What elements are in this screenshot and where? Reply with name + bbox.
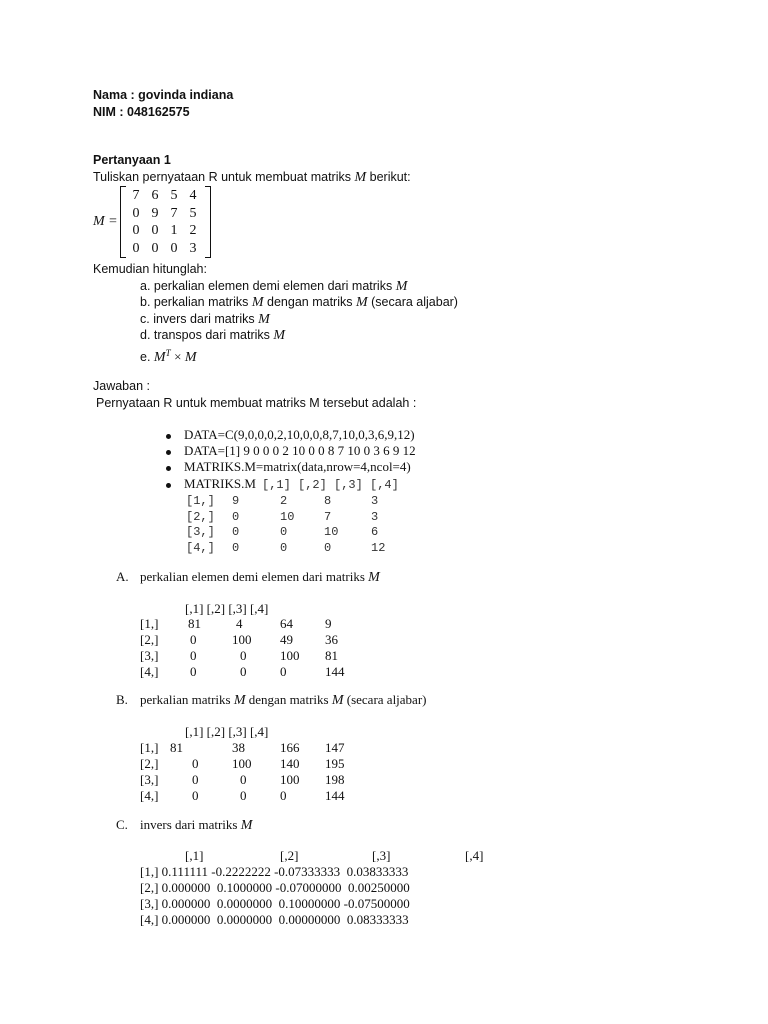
section-b-title: perkalian matriks: [140, 692, 231, 707]
table-row-label: [4,]: [140, 664, 159, 679]
bullet-item: DATA=[1] 9 0 0 0 2 10 0 0 8 7 10 0 3 6 9 12: [184, 443, 416, 458]
r-output-cell: 0: [232, 540, 240, 555]
question-item-e: [140, 345, 197, 366]
section-c-col-header: [,2]: [280, 848, 299, 863]
item-a-text: a. perkalian elemen demi elemen dari matriks: [140, 279, 393, 293]
bullet-item: DATA=C(9,0,0,0,2,10,0,0,8,7,10,0,3,6,9,12): [184, 427, 415, 442]
table-cell: 100: [280, 772, 300, 787]
table-row-label: [4,]: [140, 788, 159, 803]
item-a-symbol: M: [395, 279, 408, 294]
table-cell: 144: [325, 788, 345, 803]
r-output-cell: 9: [232, 494, 240, 508]
student-name: Nama : govinda indiana: [93, 88, 234, 102]
bullet-item: MATRIKS.M=matrix(data,nrow=4,ncol=4): [184, 459, 411, 474]
answer-title: Jawaban :: [93, 379, 150, 393]
question-intro-text: Tuliskan pernyataan R untuk membuat matriks: [93, 170, 351, 184]
table-cell: 0: [240, 648, 247, 663]
item-b-mid: dengan matriks: [267, 295, 353, 309]
table-row-label: [3,]: [140, 772, 159, 787]
item-b-text: b. perkalian matriks: [140, 295, 249, 309]
table-cell: 81: [188, 616, 201, 631]
section-a-title: perkalian elemen demi elemen dari matriks: [140, 569, 365, 584]
table-cell: 144: [325, 664, 345, 679]
matrix-cell: 0: [151, 240, 159, 256]
bullet-dot: [166, 434, 171, 439]
bullet-dot: [166, 483, 171, 488]
table-cell: 0: [280, 788, 287, 803]
table-cell: 0: [192, 788, 199, 803]
item-c-text: c. invers dari matriks: [140, 312, 255, 326]
table-cell: 0: [240, 788, 247, 803]
table-cell: 38: [232, 740, 245, 755]
table-cell: 36: [325, 632, 338, 647]
item-e-superscript: T: [165, 348, 171, 358]
table-cell: 166: [280, 740, 300, 755]
section-c-row: [4,] 0.000000 0.0000000 0.00000000 0.08333333: [140, 912, 409, 927]
table-cell: 195: [325, 756, 345, 771]
item-d-symbol: M: [273, 328, 286, 343]
section-a-symbol: M: [368, 570, 380, 585]
section-c-row: [2,] 0.000000 0.1000000 -0.07000000 0.00250000: [140, 880, 410, 895]
matrix-symbol: M: [354, 170, 367, 185]
r-output-cell: 3: [371, 509, 379, 524]
item-c-symbol: M: [258, 312, 270, 327]
matrix-label: M =: [93, 214, 118, 229]
item-b-symbol-2: M: [355, 295, 368, 310]
table-cell: 100: [280, 648, 300, 663]
r-output-cell: 8: [324, 494, 332, 508]
matrix-cell: 0: [132, 205, 140, 221]
table-cell: 0: [280, 664, 287, 679]
r-output-cell: 0: [324, 540, 332, 555]
matrix-cell: 4: [189, 188, 197, 203]
section-c-col-header: [,4]: [465, 848, 484, 863]
section-c-symbol: M: [240, 818, 253, 833]
section-b-mid: dengan matriks: [248, 692, 329, 707]
item-b-tail: (secara aljabar): [371, 295, 458, 309]
table-cell: 0: [240, 772, 247, 787]
section-b-header: [,1] [,2] [,3] [,4]: [185, 724, 269, 739]
section-c-title: invers dari matriks: [140, 817, 238, 832]
section-b-symbol: M: [233, 693, 246, 708]
table-cell: 0: [192, 756, 199, 771]
matrix-cell: 0: [132, 223, 140, 238]
table-cell: 81: [325, 648, 338, 663]
question-intro-tail: berikut:: [369, 170, 411, 184]
question-item-d: [140, 327, 285, 344]
matrix-cell: 7: [170, 205, 178, 221]
table-cell: 9: [325, 616, 332, 631]
section-a-heading: [140, 569, 380, 586]
table-cell: 147: [325, 740, 345, 755]
r-output-cell: 2: [280, 494, 288, 508]
matrix-cell: 2: [189, 223, 197, 238]
section-b-symbol-2: M: [331, 693, 344, 708]
r-output-cell: 3: [371, 494, 379, 508]
table-cell: 64: [280, 616, 293, 631]
section-c-col-header: [,1]: [185, 848, 204, 863]
item-b-symbol: M: [251, 295, 264, 310]
question-item-b: [140, 294, 458, 311]
item-e-text: e.: [140, 350, 151, 365]
matrix-cell: 7: [132, 188, 140, 203]
matrix-cell: 1: [170, 223, 178, 238]
r-output-cell: 10: [280, 509, 295, 524]
r-output-row-label: [3,]: [186, 525, 215, 539]
matrix-cell: 5: [170, 188, 178, 203]
section-c-row: [3,] 0.000000 0.0000000 0.10000000 -0.07500000: [140, 896, 410, 911]
matrix-cell: 6: [151, 188, 159, 203]
matrix-cell: 9: [151, 205, 159, 221]
r-output-cell: 6: [371, 525, 379, 539]
r-output-cell: 12: [371, 540, 386, 555]
item-e-symbol: M: [153, 350, 166, 366]
matrix-right-bracket: [205, 186, 211, 258]
r-output-cell: 7: [324, 509, 332, 524]
item-e-symbol-2: M: [184, 350, 197, 366]
table-row-label: [2,]: [140, 632, 159, 647]
matrix-cell: 3: [189, 240, 197, 256]
question-intro: [93, 169, 411, 186]
matrix-m-display: [93, 186, 223, 258]
r-output-cell: 0: [280, 540, 288, 555]
section-b-tail: (secara aljabar): [346, 692, 427, 707]
table-cell: 49: [280, 632, 293, 647]
table-cell: 0: [240, 664, 247, 679]
r-output-cell: 10: [324, 525, 339, 539]
bullet-dot: [166, 450, 171, 455]
section-c-col-header: [,3]: [372, 848, 391, 863]
r-output-cell: 0: [232, 525, 240, 539]
r-output-row-label: [1,]: [186, 494, 215, 508]
section-a-header: [,1] [,2] [,3] [,4]: [185, 601, 269, 616]
r-output-row-label: [2,]: [186, 509, 215, 524]
table-row-label: [2,]: [140, 756, 159, 771]
matrix-cell: 0: [132, 240, 140, 256]
table-row-label: [1,]: [140, 740, 159, 755]
question-item-a: [140, 278, 407, 295]
table-cell: 0: [192, 772, 199, 787]
r-output-row-label: [4,]: [186, 540, 215, 555]
answer-intro: Pernyataan R untuk membuat matriks M tersebut adalah :: [96, 396, 417, 410]
r-output-header: [,1] [,2] [,3] [,4]: [262, 478, 399, 492]
table-cell: 4: [236, 616, 243, 631]
section-b-letter: B.: [116, 692, 128, 707]
question-title: Pertanyaan 1: [93, 153, 171, 167]
table-row-label: [3,]: [140, 648, 159, 663]
r-output-cell: 0: [280, 525, 288, 539]
question-item-c: [140, 311, 270, 328]
table-cell: 0: [190, 648, 197, 663]
matrix-left-bracket: [120, 186, 126, 258]
section-c-letter: C.: [116, 817, 128, 832]
item-d-text: d. transpos dari matriks: [140, 328, 270, 342]
table-cell: 198: [325, 772, 345, 787]
bullet-dot: [166, 466, 171, 471]
bullet-item: MATRIKS.M: [184, 476, 256, 491]
matrix-cell: 0: [170, 240, 178, 256]
section-a-letter: A.: [116, 569, 129, 584]
table-cell: 100: [232, 756, 252, 771]
section-b-heading: [140, 692, 427, 709]
item-e-operator: ×: [174, 349, 182, 365]
matrix-cell: 0: [151, 223, 159, 238]
section-c-row: [1,] 0.111111 -0.2222222 -0.07333333 0.03833333: [140, 864, 409, 879]
then-label: Kemudian hitunglah:: [93, 262, 207, 276]
r-output-cell: 0: [232, 509, 240, 524]
table-cell: 140: [280, 756, 300, 771]
table-cell: 100: [232, 632, 252, 647]
table-row-label: [1,]: [140, 616, 159, 631]
section-c-heading: [140, 817, 252, 834]
student-nim: NIM : 048162575: [93, 105, 190, 119]
table-cell: 81: [170, 740, 183, 755]
table-cell: 0: [190, 632, 197, 647]
table-cell: 0: [190, 664, 197, 679]
matrix-cell: 5: [189, 205, 197, 221]
